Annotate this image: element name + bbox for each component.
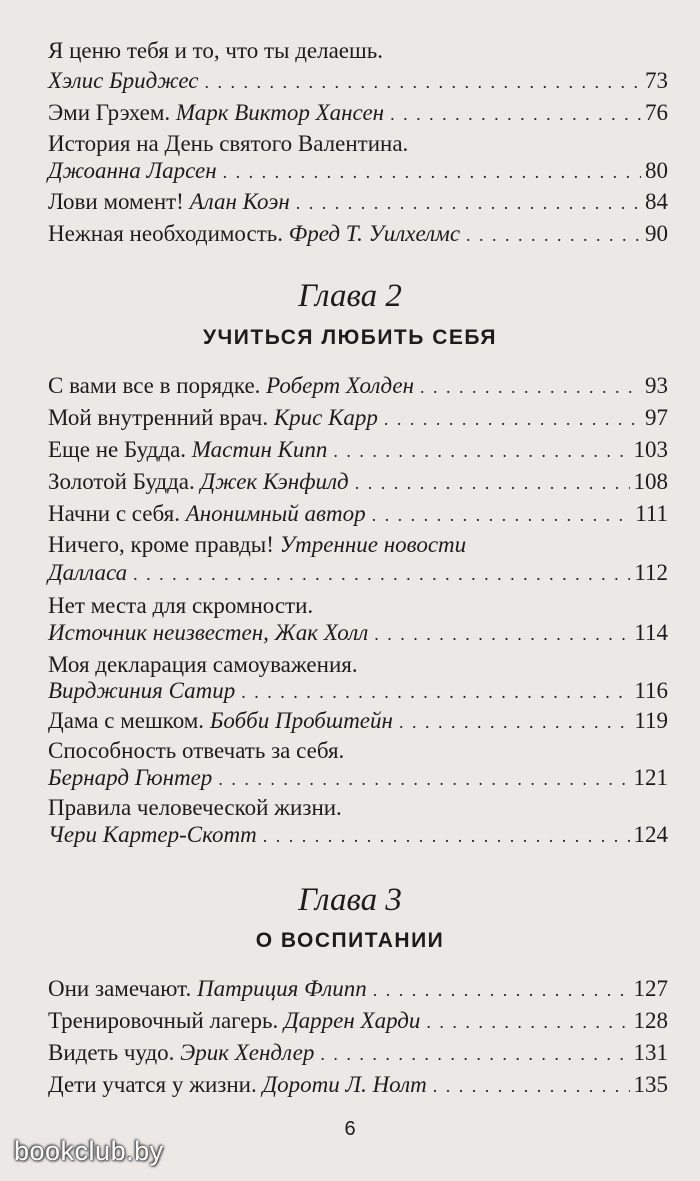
leader-dots [399, 707, 630, 737]
toc-entry-line1 [48, 591, 668, 621]
entry-author: Далласа [48, 560, 128, 585]
leader-dots [355, 468, 630, 498]
leader-dots [384, 404, 641, 434]
leader-dots [426, 1007, 629, 1037]
entry-page: 128 [633, 1008, 668, 1033]
entry-author: Марк Виктор Хансен [175, 100, 385, 125]
entry-page: 80 [645, 158, 668, 183]
entry-author: Источник неизвестен, Жак Холл [48, 620, 369, 645]
entry-author: Крис Карр [273, 405, 378, 430]
entry-page: 90 [645, 221, 668, 246]
toc-entry [48, 467, 668, 497]
toc-entry [48, 1006, 668, 1036]
chapter-heading: Глава 2 [298, 278, 402, 314]
toc-entry-line1 [48, 736, 668, 766]
entry-page: 103 [633, 437, 668, 462]
entry-author: Бернард Гюнтер [48, 765, 213, 790]
leader-dots [241, 677, 630, 707]
entry-title: Видеть чудо. [48, 1040, 175, 1065]
entry-title: Лови момент! [48, 189, 184, 214]
toc-entry-line1 [48, 36, 668, 66]
entry-page: 114 [634, 620, 668, 645]
entry-author: Дороти Л. Нолт [262, 1072, 427, 1097]
toc-entry [48, 706, 668, 736]
toc-entry [48, 974, 668, 1004]
toc-entry [48, 558, 668, 588]
leader-dots [433, 1071, 630, 1101]
entry-author: Чери Картер-Скотт [48, 822, 257, 847]
toc-entry [48, 763, 668, 793]
watermark: bookclub.by [14, 1136, 164, 1166]
entry-author: Хэлис Бриджес [48, 68, 199, 93]
entry-title: Начни с себя. [48, 501, 180, 526]
leader-dots [205, 67, 641, 97]
toc-entry [48, 820, 668, 850]
entry-title: Я ценю тебя и то, что ты делаешь. [48, 38, 383, 63]
entry-author: Анонимный автор [185, 501, 366, 526]
entry-title: Нежная необходимость. [48, 221, 283, 246]
leader-dots [218, 764, 629, 794]
entry-title: Мой внутренний врач. [48, 405, 269, 430]
page-number: 6 [344, 1118, 356, 1140]
leader-dots [372, 500, 632, 530]
toc-entry [48, 676, 668, 706]
toc-entry [48, 219, 668, 249]
entry-author: Алан Коэн [189, 189, 290, 214]
entry-page: 76 [645, 100, 668, 125]
entry-author: Бобби Пробштейн [209, 708, 393, 733]
entry-title: Правила человеческой жизни. [48, 795, 342, 820]
entry-author: Утренние новости [279, 532, 467, 557]
leader-dots [223, 157, 641, 187]
toc-entry [48, 371, 668, 401]
entry-author: Патриция Флипп [196, 976, 367, 1001]
entry-page: 116 [634, 678, 668, 703]
toc-entry-line1 [48, 530, 668, 560]
entry-title: История на День святого Валентина. [48, 131, 409, 156]
entry-author: Даррен Харди [284, 1008, 421, 1033]
entry-page: 131 [633, 1040, 668, 1065]
leader-dots [296, 188, 641, 218]
toc-entry [48, 1038, 668, 1068]
entry-page: 93 [645, 373, 668, 398]
leader-dots [466, 220, 641, 250]
leader-dots [320, 1039, 629, 1069]
leader-dots [390, 99, 641, 129]
entry-page: 119 [634, 708, 668, 733]
leader-dots [133, 559, 630, 589]
toc-entry-line1 [48, 129, 668, 159]
toc-entry [48, 156, 668, 186]
entry-author: Джек Кэнфилд [200, 469, 349, 494]
entry-title: Они замечают. [48, 976, 192, 1001]
chapter-subtitle: УЧИТЬСЯ ЛЮБИТЬ СЕБЯ [202, 326, 498, 349]
leader-dots [420, 372, 641, 402]
entry-page: 135 [633, 1072, 668, 1097]
leader-dots [373, 975, 630, 1005]
toc-entry [48, 435, 668, 465]
entry-title: Способность отвечать за себя. [48, 738, 345, 763]
entry-title: Нет места для скромности. [48, 593, 314, 618]
entry-page: 73 [645, 68, 668, 93]
entry-title: Тренировочный лагерь. [48, 1008, 279, 1033]
entry-title: Моя декларация самоуважения. [48, 652, 358, 677]
entry-title: Ничего, кроме правды! [48, 532, 274, 557]
leader-dots [263, 821, 630, 851]
toc-entry [48, 618, 668, 648]
entry-title: Эми Грэхем. [48, 100, 171, 125]
entry-author: Вирджиния Сатир [48, 678, 236, 703]
entry-author: Эрик Хендлер [180, 1040, 315, 1065]
toc-entry-line1 [48, 793, 668, 823]
entry-page: 97 [645, 405, 668, 430]
entry-author: Мастин Кипп [191, 437, 328, 462]
entry-title: С вами все в порядке. [48, 373, 261, 398]
entry-page: 111 [635, 501, 668, 526]
entry-author: Фред Т. Уилхелмс [288, 221, 461, 246]
toc-entry [48, 66, 668, 96]
entry-page: 84 [645, 189, 668, 214]
entry-author: Джоанна Ларсен [48, 158, 217, 183]
entry-page: 124 [633, 822, 668, 847]
entry-page: 108 [633, 469, 668, 494]
toc-entry [48, 403, 668, 433]
entry-title: Еще не Будда. [48, 437, 187, 462]
toc-entry [48, 499, 668, 529]
leader-dots [374, 619, 630, 649]
chapter-heading: Глава 3 [298, 882, 402, 918]
chapter-subtitle: О ВОСПИТАНИИ [255, 929, 445, 952]
entry-author: Роберт Холден [266, 373, 414, 398]
leader-dots [333, 436, 629, 466]
entry-page: 127 [633, 976, 668, 1001]
toc-entry [48, 187, 668, 217]
toc-entry [48, 98, 668, 128]
entry-title: Дети учатся у жизни. [48, 1072, 257, 1097]
entry-title: Дама с мешком. [48, 708, 205, 733]
entry-title: Золотой Будда. [48, 469, 195, 494]
toc-entry [48, 1070, 668, 1100]
entry-page: 112 [634, 560, 668, 585]
entry-page: 121 [633, 765, 668, 790]
